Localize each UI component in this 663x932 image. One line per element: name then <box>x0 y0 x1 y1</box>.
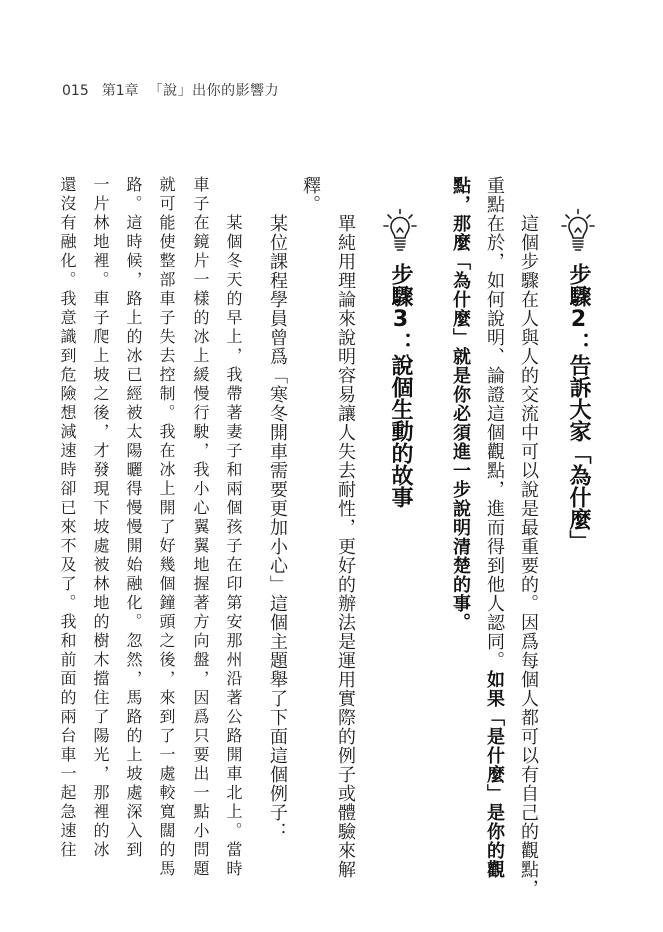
emphasized-text: 點，那麼「為什麼」就是你必須進一步說明清楚的事。 <box>450 176 471 632</box>
body-text: 單純用理論來說明容易讓人失去耐性，更好的辦法是運用實際的例子或體驗來解 <box>335 214 356 879</box>
chapter-label: 第1章 <box>101 83 139 99</box>
step3-text-line <box>336 214 354 879</box>
body-text: 某位課程學員曾爲「寒冬開車需要更加小心」這個主題舉了下面這個例子： <box>267 214 288 841</box>
example-story-line: 路。這時候，路上的冰已經被太陽曬得慢慢開始融化。忽然，馬路的上坡處深入到 <box>124 176 143 860</box>
step2-text-line <box>485 176 503 879</box>
step2-text-line <box>451 176 469 632</box>
body-text: 這個步驟在人與人的交流中可以說是最重要的。因爲每個人都可以有自己的觀點， <box>518 214 539 898</box>
lightbulb-icon <box>383 208 417 254</box>
body-text: 重點在於，如何說明、論證這個觀點，進而得到他人認同。 <box>484 176 505 670</box>
example-story-line: 還沒有融化。我意識到危險想減速時卻已來不及了。我和前面的兩台車一起急速往 <box>58 176 77 860</box>
example-story-line: 車子在鏡片一樣的冰上緩慢行駛，我小心翼翼地握著方向盤，因爲只要出一點小問題 <box>191 176 210 879</box>
body-text: 釋。 <box>300 176 321 214</box>
page-number: 015 <box>62 83 89 99</box>
chapter-title: 「說」出你的影響力 <box>148 83 280 99</box>
running-header <box>62 80 279 100</box>
example-story-line: 某個冬天的早上，我帶著妻子和兩個孩子在印第安那州沿著公路開車北上。當時 <box>224 214 243 879</box>
lightbulb-icon <box>561 208 595 254</box>
step2-heading: 步驟2：告訴大家「為什麼」 <box>566 263 591 552</box>
example-story-line: 就可能使整部車子失去控制。我在冰上開了好幾個鐘頭之後，來到了一處較寬闊的馬 <box>157 176 176 879</box>
step2-text-line <box>519 214 537 898</box>
step3-text-line <box>268 214 286 841</box>
example-story-line: 一片林地裡。車子爬上坡之後，才發現下坡處被林地的樹木擋住了陽光，那裡的冰 <box>91 176 110 860</box>
step3-text-line <box>301 176 319 214</box>
emphasized-text: 如果「是什麼」是你的觀 <box>484 670 505 879</box>
step3-heading: 步驟3：說個生動的故事 <box>388 263 413 508</box>
